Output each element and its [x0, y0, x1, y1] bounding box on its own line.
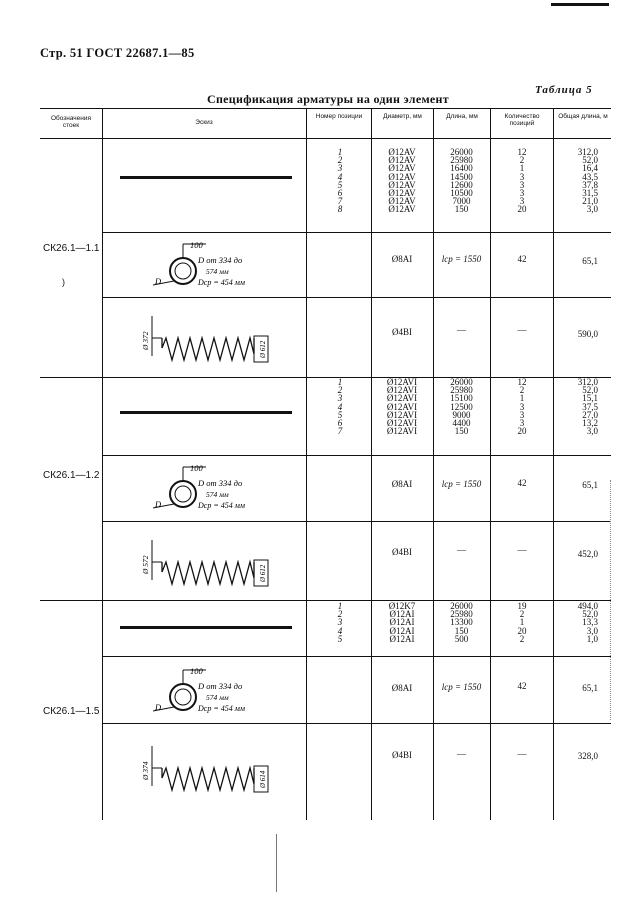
- element-mark: СК26.1—1.2: [43, 470, 100, 481]
- page-header: Стр. 51 ГОСТ 22687.1—85: [40, 46, 195, 60]
- spiral-diameter: Ø4BI: [392, 327, 412, 337]
- col-divider: [306, 108, 307, 820]
- header-sketch: Эскиз: [195, 119, 213, 126]
- header-diameter: Диаметр, мм: [383, 113, 422, 120]
- row-separator: [102, 297, 611, 298]
- ring-diameter-range: D от 334 до: [198, 478, 243, 488]
- spiral-dimension-right: Ø 614: [259, 770, 267, 788]
- position-list: 1 2 3 4 5 6 7: [337, 377, 343, 437]
- straight-rod-sketch: [120, 176, 292, 179]
- spiral-dimension-top: Ø 572: [141, 555, 150, 574]
- ring-diameter-range: D от 334 до: [198, 255, 243, 265]
- length-list: 26000 25980 15100 12500 9000 4400 150: [450, 377, 473, 437]
- ring-mean-diameter: Dср = 454 мм: [198, 704, 245, 713]
- total-length-list: 312,0 52,0 15,1 37,5 27,0 13,2 3,0: [577, 377, 598, 437]
- spiral-total-length: 590,0: [577, 329, 598, 339]
- quantity-list: 12 2 1 3 3 3 3 20: [517, 147, 527, 215]
- element-mark: СК26.1—1.5: [43, 706, 100, 717]
- header-length: Длина, мм: [446, 113, 478, 120]
- ring-total-length: 65,1: [582, 480, 598, 490]
- ring-mean-diameter: Dср = 454 мм: [198, 501, 245, 510]
- ring-diameter: Ø8AI: [391, 254, 413, 264]
- header-position: Номер позиции: [315, 113, 363, 120]
- header-quantity: Количество позиций: [504, 113, 540, 127]
- table-top-border: [40, 108, 611, 109]
- top-rule: [551, 3, 609, 6]
- diameter-list: Ø12K7 Ø12AI Ø12AI Ø12AI Ø12AI: [388, 601, 416, 644]
- spiral-dimension-top: Ø 374: [141, 761, 150, 780]
- ring-dimension-100: 100: [190, 463, 203, 473]
- col-divider: [102, 108, 103, 820]
- ring-mean-diameter: Dср = 454 мм: [198, 278, 245, 287]
- spiral-quantity: —: [517, 749, 527, 759]
- header-bottom-border: [40, 138, 611, 139]
- spiral-length: —: [457, 325, 466, 335]
- header-mark: Обозначения стоек: [50, 115, 92, 129]
- spiral-diameter: Ø4BI: [392, 547, 412, 557]
- ring-dimension-100: 100: [190, 666, 203, 676]
- col-divider: [371, 108, 372, 820]
- ring-length: lср = 1550: [441, 682, 482, 692]
- quantity-list: 19 2 1 20 2: [517, 601, 527, 644]
- row-separator: [102, 723, 611, 724]
- row-separator: [102, 656, 611, 657]
- col-divider: [553, 108, 554, 820]
- ring-length: lср = 1550: [441, 254, 482, 264]
- row-separator: [102, 232, 611, 233]
- spiral-dimension-right: Ø 612: [259, 564, 267, 582]
- scan-artifact-line: [276, 834, 277, 892]
- ring-dimension-100: 100: [190, 240, 203, 250]
- ring-diameter-max: 574 мм: [206, 267, 229, 276]
- table-title: Спецификация арматуры на один элемент: [207, 92, 449, 106]
- ring-diameter: Ø8AI: [391, 683, 413, 693]
- row-separator: [102, 455, 611, 456]
- ring-diameter-range: D от 334 до: [198, 681, 243, 691]
- spiral-sketch: [138, 532, 278, 592]
- straight-rod-sketch: [120, 411, 292, 414]
- spiral-length: —: [457, 749, 466, 759]
- ring-diameter: Ø8AI: [391, 479, 413, 489]
- ring-length: lср = 1550: [441, 479, 482, 489]
- ring-diameter-label: D: [155, 499, 162, 509]
- spiral-total-length: 452,0: [577, 549, 598, 559]
- total-length-list: 494,0 52,0 13,3 3,0 1,0: [577, 601, 598, 644]
- spiral-dimension-top: Ø 372: [141, 331, 150, 350]
- total-length-list: 312,0 52,0 16,4 43,5 37,8 31,5 21,0 3,0: [577, 147, 598, 215]
- element-mark: СК26.1—1.1: [43, 243, 100, 254]
- spiral-total-length: 328,0: [577, 751, 598, 761]
- spiral-sketch: [138, 308, 278, 368]
- straight-rod-sketch: [120, 626, 292, 629]
- spiral-dimension-right: Ø 612: [259, 340, 267, 358]
- ring-sketch: [150, 238, 300, 294]
- position-list: 1 2 3 4 5: [337, 601, 343, 644]
- length-list: 26000 25980 13300 150 500: [450, 601, 473, 644]
- ring-sketch: [150, 664, 300, 720]
- quantity-list: 12 2 1 3 3 3 20: [517, 377, 527, 437]
- spiral-sketch: [138, 738, 278, 798]
- row-separator: [102, 521, 611, 522]
- diameter-list: Ø12AVI Ø12AVI Ø12AVI Ø12AVI Ø12AVI Ø12AVI Ø12AVI: [386, 377, 418, 437]
- ring-total-length: 65,1: [582, 683, 598, 693]
- spiral-diameter: Ø4BI: [392, 750, 412, 760]
- spiral-quantity: —: [517, 545, 527, 555]
- ring-total-length: 65,1: [582, 256, 598, 266]
- table-number: Таблица 5: [535, 84, 593, 96]
- col-divider: [433, 108, 434, 820]
- margin-mark: ): [62, 277, 65, 287]
- col-divider: [490, 108, 491, 820]
- ring-diameter-label: D: [155, 276, 162, 286]
- header-total-length: Общая длина, м: [558, 113, 608, 120]
- position-list: 1 2 3 4 5 6 7 8: [337, 147, 343, 215]
- ring-quantity: 42: [517, 478, 527, 488]
- spiral-quantity: —: [517, 325, 527, 335]
- ring-diameter-max: 574 мм: [206, 490, 229, 499]
- ring-diameter-max: 574 мм: [206, 693, 229, 702]
- ring-quantity: 42: [517, 254, 527, 264]
- spiral-length: —: [457, 545, 466, 555]
- diameter-list: Ø12AV Ø12AV Ø12AV Ø12AV Ø12AV Ø12AV Ø12AV Ø12AV: [388, 147, 416, 215]
- ring-sketch: [150, 461, 300, 517]
- ring-quantity: 42: [517, 681, 527, 691]
- length-list: 26000 25980 16400 14500 12600 10500 7000 150: [450, 147, 473, 215]
- ring-diameter-label: D: [155, 702, 162, 712]
- scan-artifact-edge: [610, 480, 611, 720]
